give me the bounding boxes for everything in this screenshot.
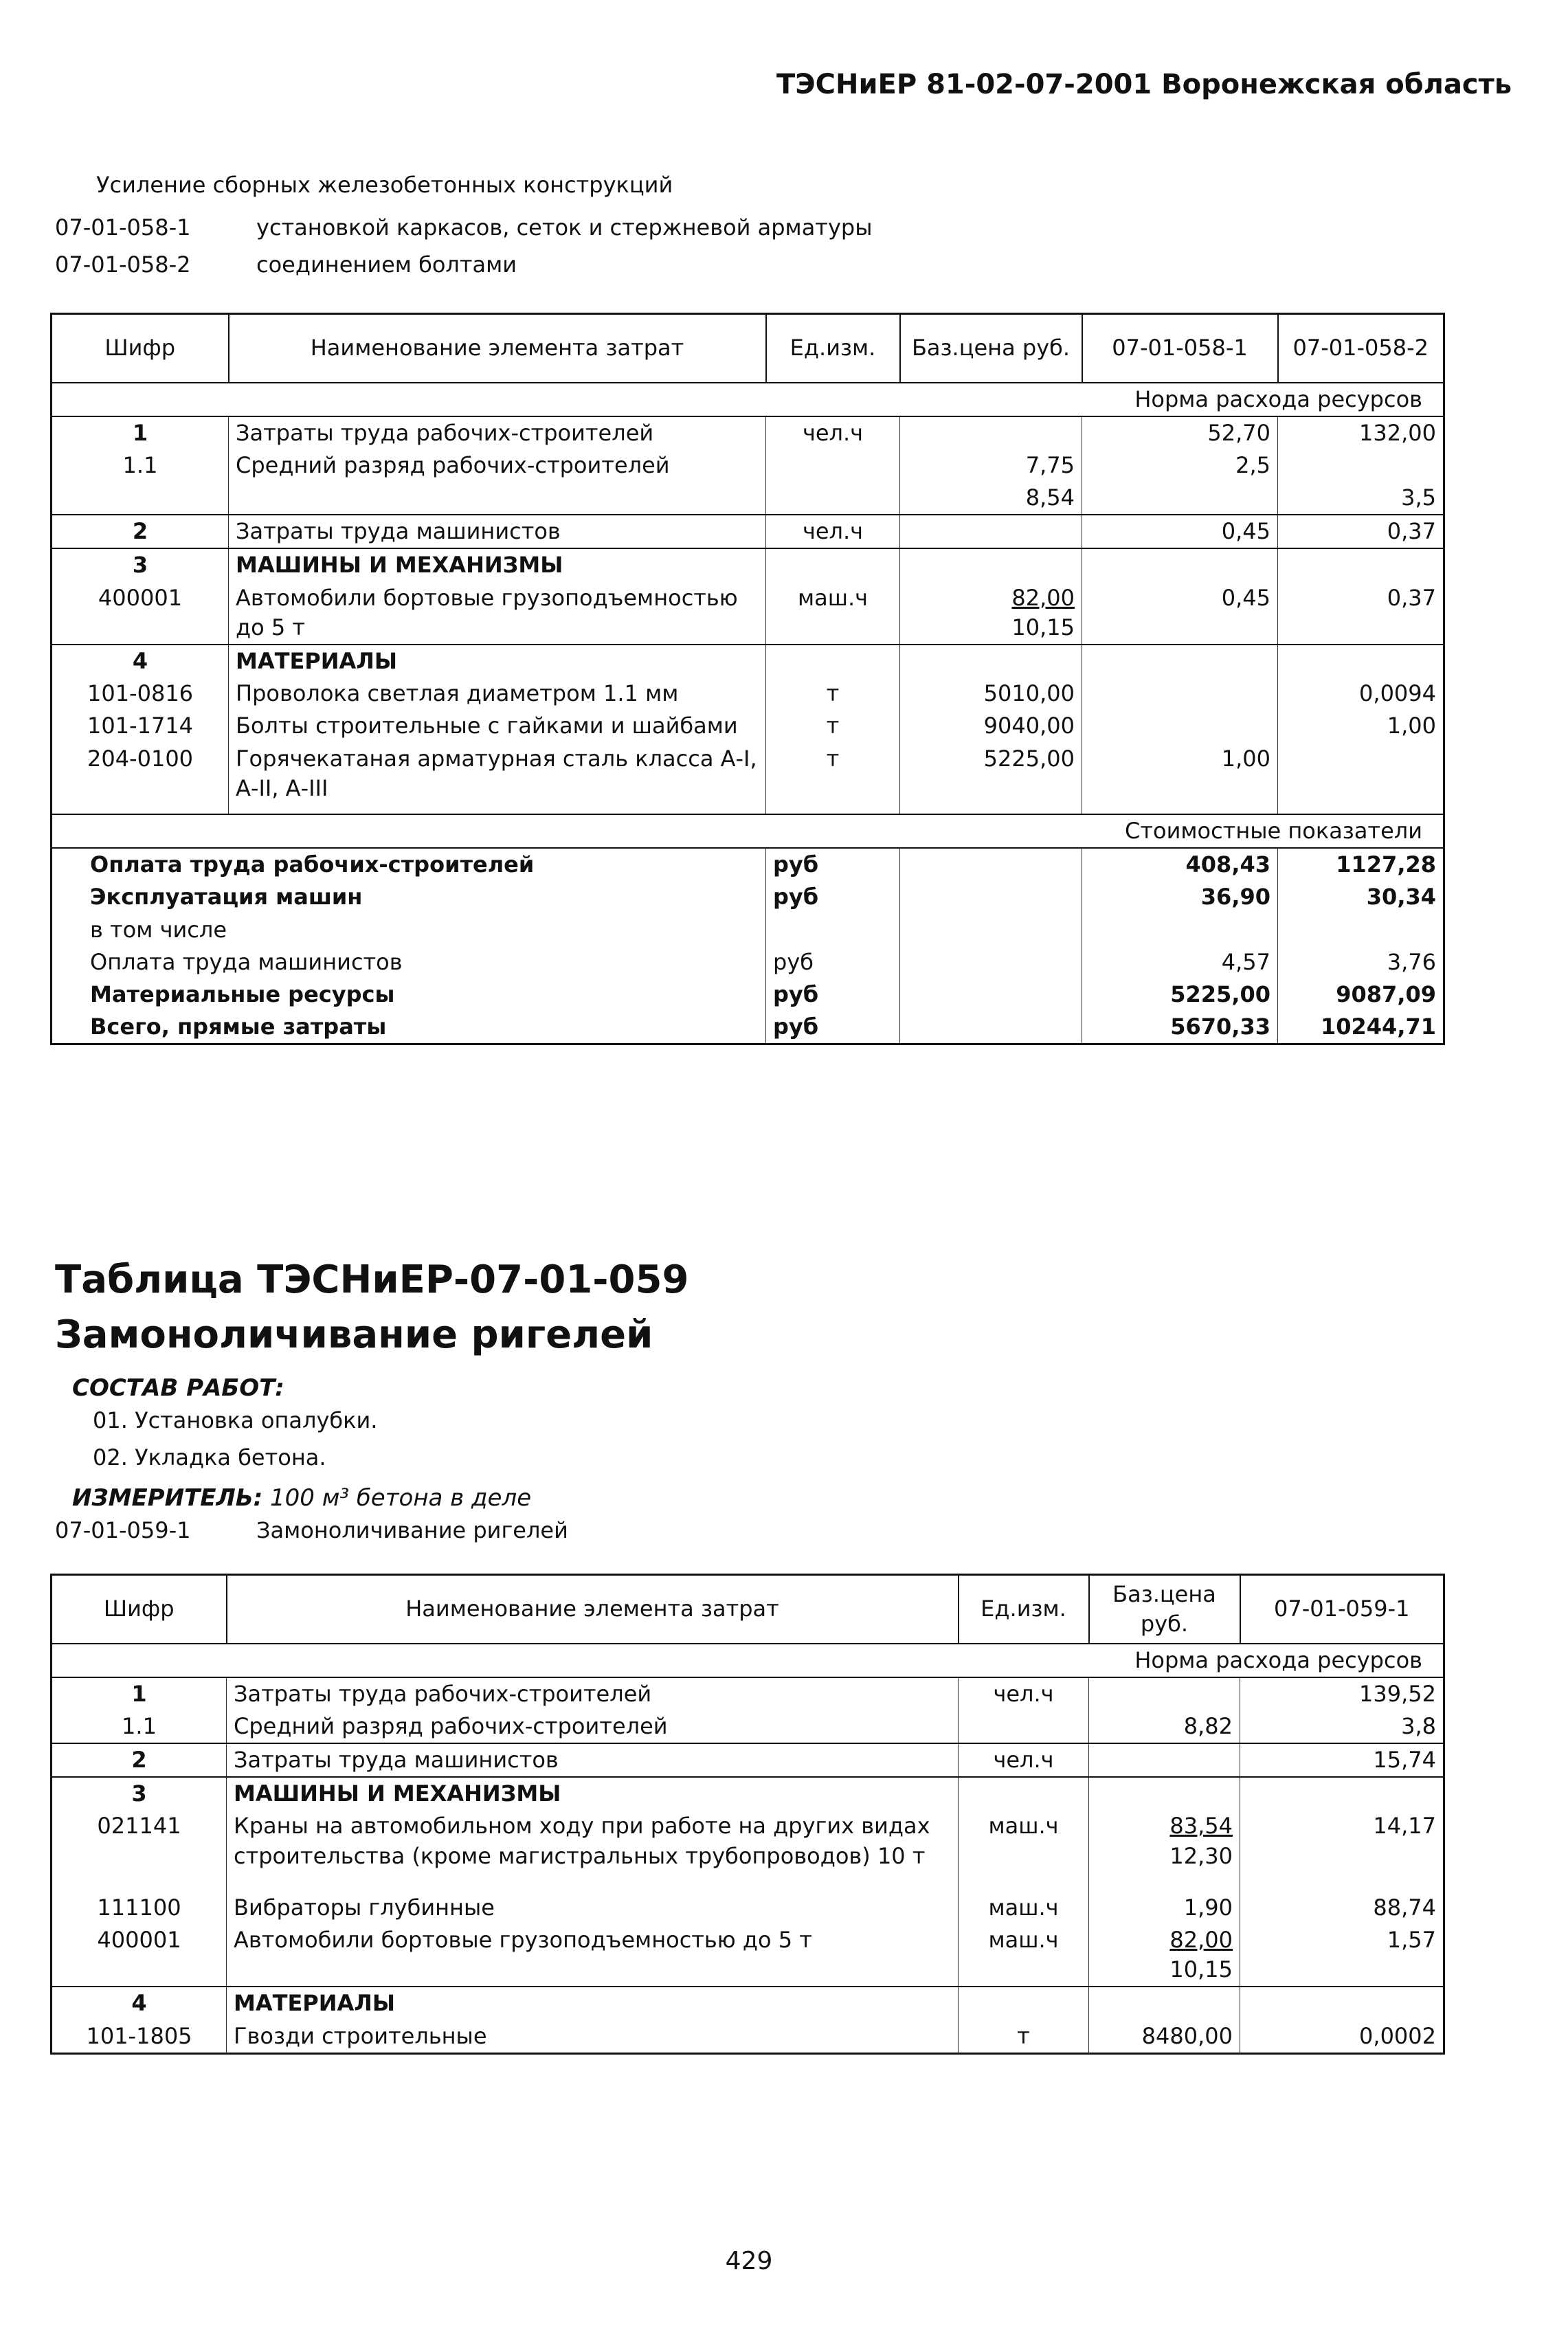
- norms-table-059: [50, 1574, 1445, 2055]
- row-value-2: 132,00: [1278, 416, 1444, 449]
- row-unit: [766, 449, 900, 482]
- table-row: [52, 645, 1444, 678]
- row-value-2: 0,0094: [1278, 678, 1444, 710]
- row-unit: [959, 1710, 1089, 1743]
- cost-row: [52, 946, 1444, 979]
- row-price-base: 82,00: [1011, 584, 1075, 611]
- table-row: [52, 1924, 1444, 1987]
- row-price-labor: 10,15: [1169, 1956, 1233, 1983]
- cost-value-1: [1082, 914, 1278, 946]
- row-price: 8480,00: [1089, 2020, 1240, 2054]
- cost-label: Стоимостные показатели: [52, 814, 1444, 848]
- cost-unit: руб: [766, 946, 900, 979]
- row-name: Затраты труда машинистов: [227, 1743, 959, 1777]
- work-code: 07-01-058-1: [55, 214, 191, 241]
- norms-table-058: [50, 313, 1445, 1045]
- work-operation: 01. Установка опалубки.: [93, 1407, 378, 1433]
- row-value-1: [1082, 710, 1278, 742]
- measure-line: [72, 1484, 531, 1512]
- row-price: 8,54: [900, 482, 1082, 515]
- table-row: [52, 743, 1444, 805]
- row-price: [1089, 1810, 1240, 1872]
- row-value-2: [1278, 743, 1444, 805]
- row-price-base: 82,00: [1169, 1927, 1233, 1953]
- row-unit: т: [959, 2020, 1089, 2054]
- row-price-labor: 12,30: [1169, 1842, 1233, 1869]
- row-value-1: 3,8: [1240, 1710, 1444, 1743]
- work-desc: Замоноличивание ригелей: [256, 1517, 568, 1543]
- row-value-1: 52,70: [1082, 416, 1278, 449]
- row-unit: чел.ч: [959, 1743, 1089, 1777]
- cost-value-1: 4,57: [1082, 946, 1278, 979]
- row-unit: маш.ч: [766, 582, 900, 645]
- row-code: 3: [52, 1777, 227, 1810]
- row-name: Автомобили бортовые грузоподъемностью до 5 т: [227, 1924, 959, 1987]
- cost-row: [52, 979, 1444, 1011]
- cost-unit: [766, 914, 900, 946]
- row-code: 101-0816: [87, 680, 194, 707]
- cost-value-2: 3,76: [1278, 946, 1444, 979]
- cost-value-1: 408,43: [1082, 848, 1278, 881]
- row-code: 2: [52, 515, 229, 548]
- cost-unit: руб: [766, 881, 900, 913]
- cost-value-2: 1127,28: [1278, 848, 1444, 881]
- table-row: [52, 1892, 1444, 1924]
- row-name: Затраты труда машинистов: [229, 515, 766, 548]
- row-name: МАТЕРИАЛЫ: [229, 645, 766, 678]
- row-price: 5225,00: [900, 743, 1082, 805]
- col-header-code: Шифр: [52, 314, 229, 383]
- cost-name: в том числе: [90, 916, 227, 943]
- row-price: [1089, 1743, 1240, 1777]
- row-value-1: 0,0002: [1240, 2020, 1444, 2054]
- work-desc: установкой каркасов, сеток и стержневой арматуры: [256, 214, 873, 241]
- cost-name: Оплата труда рабочих-строителей: [90, 851, 535, 878]
- row-value-1: 88,74: [1240, 1892, 1444, 1924]
- table-row: [52, 1777, 1444, 1810]
- row-value-1: 2,5: [1082, 449, 1278, 482]
- work-code: 07-01-059-1: [55, 1517, 191, 1543]
- row-unit: чел.ч: [766, 416, 900, 449]
- row-price-base: 83,54: [1169, 1813, 1233, 1840]
- cost-name: Всего, прямые затраты: [90, 1014, 387, 1040]
- table-row: [52, 1743, 1444, 1777]
- row-name: Автомобили бортовые грузоподъемностью до 5 т: [229, 582, 766, 645]
- cost-unit: руб: [766, 979, 900, 1011]
- table-row: [52, 710, 1444, 742]
- row-price: 7,75: [900, 449, 1082, 482]
- table-row: [52, 1987, 1444, 2020]
- row-code: 400001: [98, 584, 183, 611]
- row-code: 204-0100: [87, 745, 194, 772]
- row-value-2: 1,00: [1278, 710, 1444, 742]
- cost-value-2: 30,34: [1278, 881, 1444, 913]
- work-operation: 02. Укладка бетона.: [93, 1444, 326, 1471]
- cost-row: [52, 1011, 1444, 1044]
- row-name: [229, 482, 766, 515]
- row-code: [52, 482, 229, 515]
- table-row: [52, 416, 1444, 449]
- row-unit: т: [766, 743, 900, 805]
- measure-value: 100 м³ бетона в деле: [270, 1484, 532, 1512]
- page-number: 429: [725, 2247, 773, 2275]
- row-name: Горячекатаная арматурная сталь класса А-I, А-II, А-III: [229, 743, 766, 805]
- cost-value-2: 9087,09: [1278, 979, 1444, 1011]
- row-code: 4: [52, 645, 229, 678]
- row-code: 111100: [97, 1894, 181, 1921]
- norm-label: Норма расхода ресурсов: [52, 1644, 1444, 1677]
- row-code: 1: [132, 419, 148, 446]
- row-name: Болты строительные с гайками и шайбами: [229, 710, 766, 742]
- row-price: [1089, 1677, 1240, 1710]
- row-unit: [766, 482, 900, 515]
- row-value-2: 0,37: [1278, 582, 1444, 645]
- row-name: Проволока светлая диаметром 1.1 мм: [229, 678, 766, 710]
- section-heading: Усиление сборных железобетонных конструкций: [96, 172, 673, 198]
- row-code: 1: [131, 1680, 147, 1707]
- col-header-code: Шифр: [52, 1575, 227, 1644]
- row-price: [900, 582, 1082, 645]
- cost-value-1: 5225,00: [1082, 979, 1278, 1011]
- cost-value-2: [1278, 914, 1444, 946]
- row-value-1: 139,52: [1240, 1677, 1444, 1710]
- cost-name: Оплата труда машинистов: [90, 948, 403, 975]
- row-name: Средний разряд рабочих-строителей: [227, 1710, 959, 1743]
- table-row: [52, 678, 1444, 710]
- row-name: Вибраторы глубинные: [227, 1892, 959, 1924]
- row-unit: чел.ч: [766, 515, 900, 548]
- row-name: МАШИНЫ И МЕХАНИЗМЫ: [229, 548, 766, 581]
- col-header-unit: Ед.изм.: [766, 314, 900, 383]
- row-price: [900, 515, 1082, 548]
- cost-name: Эксплуатация машин: [90, 884, 363, 910]
- row-value-1: 0,45: [1082, 582, 1278, 645]
- cost-row: [52, 914, 1444, 946]
- row-unit: маш.ч: [959, 1892, 1089, 1924]
- row-price: 1,90: [1089, 1892, 1240, 1924]
- row-name: МАТЕРИАЛЫ: [227, 1987, 959, 2020]
- table-row: [52, 449, 1444, 482]
- row-code: 1.1: [122, 1712, 157, 1739]
- row-unit: чел.ч: [959, 1677, 1089, 1710]
- row-price: 8,82: [1089, 1710, 1240, 1743]
- col-header-rate-2: 07-01-058-2: [1278, 314, 1444, 383]
- row-value-1: 14,17: [1240, 1810, 1444, 1872]
- row-code: 3: [52, 548, 229, 581]
- row-value-1: 1,00: [1082, 743, 1278, 805]
- page-header: ТЭСНиЕР 81-02-07-2001 Воронежская область: [776, 69, 1512, 100]
- row-price: [900, 416, 1082, 449]
- row-price: [1089, 1924, 1240, 1987]
- row-unit: маш.ч: [959, 1924, 1089, 1987]
- row-value-1: 1,57: [1240, 1924, 1444, 1987]
- row-price: 9040,00: [900, 710, 1082, 742]
- col-header-price: Баз.цена руб.: [900, 314, 1082, 383]
- row-code: 400001: [97, 1927, 181, 1953]
- row-name: Затраты труда рабочих-строителей: [229, 416, 766, 449]
- row-value-1: 0,45: [1082, 515, 1278, 548]
- row-unit: т: [766, 710, 900, 742]
- table-row: [52, 515, 1444, 548]
- col-header-name: Наименование элемента затрат: [229, 314, 766, 383]
- row-value-2: 3,5: [1278, 482, 1444, 515]
- col-header-name: Наименование элемента затрат: [227, 1575, 959, 1644]
- table-title: Таблица ТЭСНиЕР-07-01-059: [55, 1257, 689, 1302]
- table-row: [52, 1710, 1444, 1743]
- row-price: 5010,00: [900, 678, 1082, 710]
- row-price-labor: 10,15: [1011, 614, 1075, 640]
- row-code: 021141: [97, 1813, 181, 1840]
- cost-unit: руб: [766, 848, 900, 881]
- row-value-1: 15,74: [1240, 1743, 1444, 1777]
- table-row: [52, 482, 1444, 515]
- table-row: [52, 1810, 1444, 1872]
- work-code: 07-01-058-2: [55, 251, 191, 278]
- col-header-unit: Ед.изм.: [959, 1575, 1089, 1644]
- cost-name: Материальные ресурсы: [90, 981, 395, 1007]
- cost-row: [52, 848, 1444, 881]
- row-name: Затраты труда рабочих-строителей: [227, 1677, 959, 1710]
- work-composition-label: СОСТАВ РАБОТ:: [72, 1374, 284, 1402]
- cost-unit: руб: [766, 1011, 900, 1044]
- row-value-2: 0,37: [1278, 515, 1444, 548]
- work-desc: соединением болтами: [256, 251, 517, 278]
- col-header-rate-1: 07-01-058-1: [1082, 314, 1278, 383]
- row-unit: т: [766, 678, 900, 710]
- row-name: Гвозди строительные: [227, 2020, 959, 2054]
- table-row: [52, 1677, 1444, 1710]
- table-subtitle: Замоноличивание ригелей: [55, 1312, 653, 1357]
- col-header-price: Баз.цена руб.: [1089, 1575, 1240, 1644]
- table-row: [52, 582, 1444, 645]
- row-name: Краны на автомобильном ходу при работе на других видах строительства (кроме магистральных трубопроводов) 10 т: [227, 1810, 959, 1872]
- row-value-2: [1278, 449, 1444, 482]
- table-row: [52, 2020, 1444, 2054]
- row-name: МАШИНЫ И МЕХАНИЗМЫ: [227, 1777, 959, 1810]
- row-code: 101-1805: [86, 2022, 192, 2049]
- row-code: 4: [52, 1987, 227, 2020]
- row-code: 101-1714: [87, 713, 194, 739]
- row-code: 2: [52, 1743, 227, 1777]
- norm-label: Норма расхода ресурсов: [52, 383, 1444, 416]
- cost-value-1: 36,90: [1082, 881, 1278, 913]
- table-row: [52, 548, 1444, 581]
- col-header-rate-1: 07-01-059-1: [1240, 1575, 1444, 1644]
- row-unit: маш.ч: [959, 1810, 1089, 1872]
- cost-value-1: 5670,33: [1082, 1011, 1278, 1044]
- cost-row: [52, 881, 1444, 913]
- measure-label: ИЗМЕРИТЕЛЬ:: [72, 1484, 263, 1512]
- cost-value-2: 10244,71: [1278, 1011, 1444, 1044]
- row-value-1: [1082, 678, 1278, 710]
- row-code: 1.1: [122, 451, 158, 478]
- row-name: Средний разряд рабочих-строителей: [229, 449, 766, 482]
- row-value-1: [1082, 482, 1278, 515]
